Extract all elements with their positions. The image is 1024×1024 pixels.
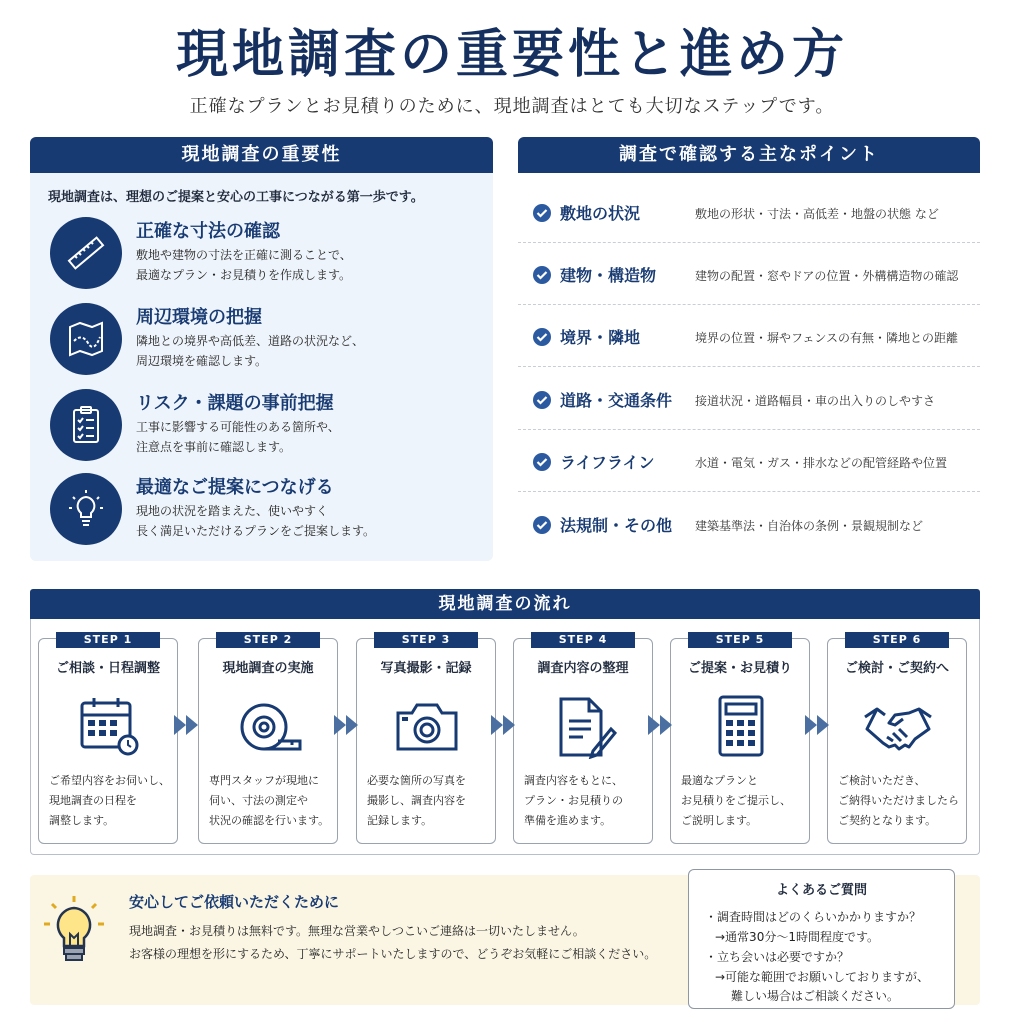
step-desc: 最適なプランと お見積りをご提示し、 ご説明します。: [681, 774, 791, 827]
faq-question: ・調査時間はどのくらいかかりますか？: [705, 910, 922, 924]
importance-item-title: 周辺環境の把握: [136, 307, 262, 328]
step-badge: STEP 2: [216, 632, 320, 648]
step-badge: STEP 3: [374, 632, 478, 648]
point-desc: 建築基準法・自治体の条例・景観規制など: [695, 519, 924, 533]
step-desc: 専門スタッフが現地に 伺い、寸法の測定や 状況の確認を行います。: [209, 774, 330, 827]
chevron-right-icon: [803, 713, 833, 737]
check-icon: [532, 515, 552, 535]
check-icon: [532, 203, 552, 223]
step-card: [670, 638, 810, 844]
chevron-right-icon: [646, 713, 676, 737]
step-badge: STEP 6: [845, 632, 949, 648]
reassure-title: 安心してご依頼いただくために: [129, 893, 340, 911]
check-icon: [532, 452, 552, 472]
point-row: [518, 368, 980, 430]
document-pen-icon: [549, 695, 619, 759]
importance-item-desc: 工事に影響する可能性のある箇所や、 注意点を事前に確認します。: [136, 420, 340, 454]
check-icon: [532, 265, 552, 285]
point-row: [518, 430, 980, 492]
step-desc: ご希望内容をお伺いし、 現地調査の日程を 調整します。: [49, 774, 170, 827]
importance-item-desc: 敷地や建物の寸法を正確に測ることで、 最適なプラン・お見積りを作成します。: [136, 248, 352, 282]
step-desc: 調査内容をもとに、 プラン・お見積りの 準備を進めます。: [524, 774, 623, 827]
check-icon: [532, 390, 552, 410]
step-title: 現地調査の実施: [222, 661, 314, 676]
calendar-icon: [74, 695, 144, 759]
importance-item-desc: 現地の状況を踏まえた、使いやすく 長く満足いただけるプランをご提案します。: [136, 504, 376, 538]
handshake-icon: [863, 695, 933, 759]
faq-title: よくあるご質問: [775, 883, 867, 898]
ruler-icon: [50, 217, 122, 289]
chevron-right-icon: [332, 713, 362, 737]
step-badge: STEP 1: [56, 632, 160, 648]
camera-icon: [392, 695, 462, 759]
importance-item: [50, 389, 480, 469]
point-label: 建物・構造物: [560, 266, 657, 285]
map-icon: [50, 303, 122, 375]
faq-question: ・立ち会いは必要ですか？: [705, 950, 850, 964]
point-desc: 建物の配置・窓やドアの位置・外構構造物の確認: [695, 269, 959, 283]
faq-box: [688, 869, 955, 1009]
step-card: [356, 638, 496, 844]
point-label: 道路・交通条件: [560, 391, 673, 410]
importance-item: [50, 473, 480, 553]
point-row: [518, 243, 980, 305]
point-row: [518, 181, 980, 243]
step-badge: STEP 5: [688, 632, 792, 648]
point-label: 敷地の状況: [560, 204, 641, 223]
point-row: [518, 493, 980, 555]
chevron-right-icon: [172, 713, 202, 737]
check-icon: [532, 327, 552, 347]
checklist-icon: [50, 389, 122, 461]
point-desc: 敷地の形状・寸法・高低差・地盤の状態 など: [695, 207, 939, 221]
step-title: ご相談・日程調整: [55, 661, 160, 676]
step-card: [38, 638, 178, 844]
tape-measure-icon: [234, 695, 304, 759]
importance-item-title: 最適なご提案につなげる: [136, 477, 334, 498]
step-title: ご検討・ご契約へ: [844, 661, 949, 676]
point-label: ライフライン: [560, 453, 655, 472]
lightbulb-icon: [42, 894, 106, 970]
lightbulb-icon: [50, 473, 122, 545]
reassure-text: 現地調査・お見積りは無料です。無理な営業やしつこいご連絡は一切いたしません。: [129, 924, 585, 938]
page-subtitle: 正確なプランとお見積りのために、現地調査はとても大切なステップです。: [189, 96, 835, 117]
step-card: [198, 638, 338, 844]
importance-header: 現地調査の重要性: [30, 137, 493, 173]
importance-item-desc: 隣地との境界や高低差、道路の状況など、 周辺環境を確認します。: [136, 334, 365, 368]
importance-intro: 現地調査は、理想のご提案と安心の工事につながる第一歩です。: [48, 190, 424, 205]
point-desc: 境界の位置・塀やフェンスの有無・隣地との距離: [695, 331, 959, 345]
faq-answer: 難しい場合はご相談ください。: [731, 989, 900, 1003]
point-desc: 水道・電気・ガス・排水などの配管経路や位置: [695, 456, 948, 470]
importance-item-title: 正確な寸法の確認: [136, 221, 280, 242]
faq-answer: →通常30分〜1時間程度です。: [715, 930, 879, 944]
points-header: 調査で確認する主なポイント: [518, 137, 980, 173]
step-card: [513, 638, 653, 844]
flow-header: 現地調査の流れ: [30, 589, 980, 619]
page-title: 現地調査の重要性と進め方: [175, 24, 848, 85]
point-desc: 接道状況・道路幅員・車の出入りのしやすさ: [695, 394, 936, 408]
reassure-text: お客様の理想を形にするため、丁寧にサポートいたしますので、どうぞお気軽にご相談ください。: [129, 947, 657, 961]
chevron-right-icon: [489, 713, 519, 737]
faq-answer: →可能な範囲でお願いしておりますが、: [715, 970, 930, 984]
step-desc: ご検討いただき、 ご納得いただけましたら ご契約となります。: [838, 774, 959, 827]
point-row: [518, 305, 980, 367]
step-title: ご提案・お見積り: [687, 661, 792, 676]
step-title: 調査内容の整理: [537, 661, 629, 676]
importance-item: [50, 303, 480, 383]
calculator-icon: [706, 695, 776, 759]
step-title: 写真撮影・記録: [380, 661, 472, 676]
step-card: [827, 638, 967, 844]
point-label: 法規制・その他: [560, 516, 673, 535]
importance-item: [50, 217, 480, 297]
step-badge: STEP 4: [531, 632, 635, 648]
points-panel: [518, 137, 980, 557]
step-desc: 必要な箇所の写真を 撮影し、調査内容を 記録します。: [367, 774, 466, 827]
importance-item-title: リスク・課題の事前把握: [136, 393, 334, 414]
point-label: 境界・隣地: [560, 328, 641, 347]
